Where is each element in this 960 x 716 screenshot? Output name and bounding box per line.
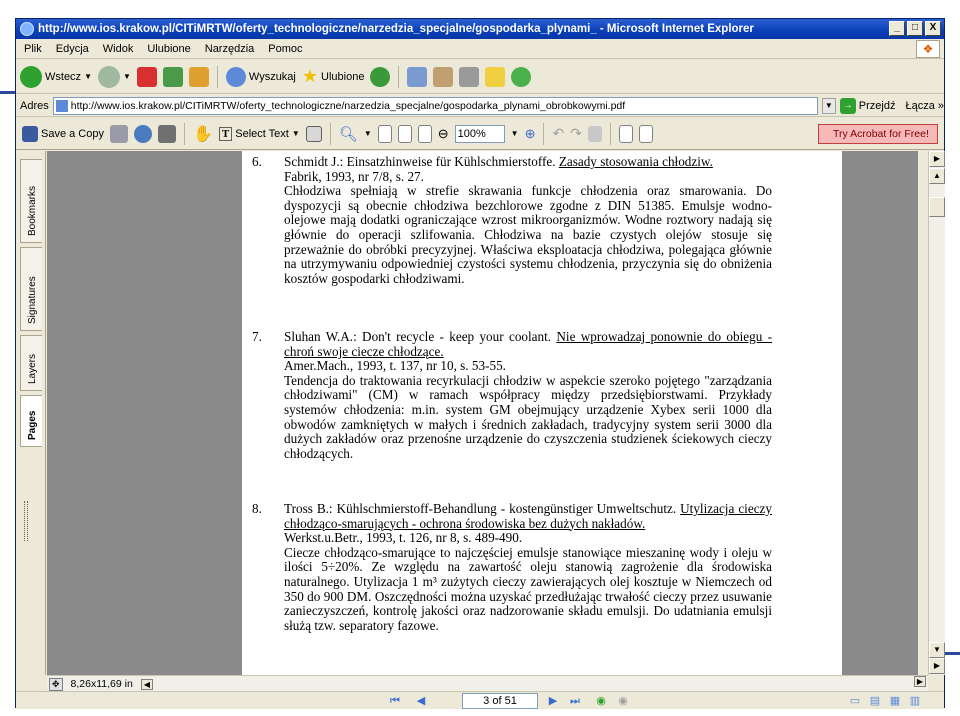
entry-number: 7. [252, 329, 262, 344]
browser-window [15, 18, 945, 708]
text-cursor-icon: T [219, 127, 232, 141]
citation-author-title: Schmidt J.: Einsatzhinweise für Kühlschmierstoffe. [284, 154, 559, 169]
zoom-out-icon[interactable]: ⊖ [437, 125, 449, 141]
favorites-label: Ulubione [321, 70, 365, 83]
history-icon[interactable] [407, 67, 427, 87]
find-icon[interactable] [158, 125, 176, 143]
pdf-page [242, 151, 842, 675]
last-page-icon[interactable]: ⏭ [570, 695, 580, 707]
address-url: http://www.ios.krakow.pl/CITiMRTW/oferty_technologiczne/narzedzia_specjalne/gospodarka_plynami_obrobkowymi.pdf [70, 99, 626, 112]
citation-author-title: Tross B.: Kühlschmierstoff-Behandlung - kostengünstiger Umweltschutz. [284, 501, 681, 516]
back-button[interactable] [20, 66, 92, 88]
page-number-field[interactable] [462, 693, 538, 709]
insert-page-icon[interactable] [619, 125, 633, 143]
save-copy-label: Save a Copy [41, 127, 104, 140]
zoom-in-tool-icon[interactable]: 🔍︎ [338, 125, 358, 143]
menu-file[interactable]: Plik [24, 42, 42, 55]
go-button[interactable] [840, 98, 896, 114]
entry-number: 6. [252, 154, 262, 169]
select-text-button[interactable] [219, 127, 300, 141]
favorites-button[interactable] [302, 66, 365, 87]
mail-icon[interactable] [433, 67, 453, 87]
windows-logo-icon: ❖ [916, 40, 940, 58]
tab-pages[interactable] [20, 395, 42, 447]
entry-citation [284, 502, 772, 531]
home-icon[interactable] [189, 67, 209, 87]
entry-abstract: Chłodziwa spełniają w strefie skrawania funkcje chłodzenia oraz smarowania. Do dyspozycji są obecnie chłodziwa bezchlorowe zgodne z DIN 51385. Emulsje wodno-olejowe mają dodatki ograniczające wzrost mikroorganizmów. Wodne roztwory nadają się głównie do operacji szlifowania. Chłodziwa na bazie czystych olejów stosuje się przeważnie do obróbki precyzyjnej. Właściwa eksploatacja chłodziwa, polegająca głównie na utrzymywaniu odpowiedniej czystości systemu chłodzenia, przyczynia się do obniżenia kosztów gospodarki chłodziwami. [284, 183, 772, 286]
address-input[interactable] [53, 97, 818, 115]
toolbar-separator [610, 123, 611, 145]
navigation-panel-tabs [16, 151, 46, 675]
ie-toolbar [16, 60, 944, 94]
tab-signatures-label: Signatures [27, 276, 38, 324]
entry-body [284, 502, 772, 633]
zoom-field[interactable] [455, 125, 505, 143]
page-navigation-bar [16, 691, 944, 709]
menu-favorites[interactable]: Ulubione [147, 42, 191, 55]
entry-abstract: Tendencja do traktowania recyrkulacji chłodziw w aspekcie szeroko pojętego "zarządzania chłodziwami" (CM) w ramach współpracy między przedsiębiorstwami. Przykłady systemów chłodzenia: m.in. system GM obejmujący urządzenie Xybex serii 1000 dla obwodów zamkniętych w małych i średnich zakładach, tradycyjny system serii 3000 dla dużych zakładów oraz przenośne urządzenie do czyszczenia studzienek ściekowych cieczy chłodzących. [284, 372, 772, 461]
maximize-button[interactable]: □ [907, 21, 923, 36]
entry-body [284, 155, 772, 286]
entry-citation [284, 155, 772, 170]
scroll-thumb[interactable] [929, 197, 945, 217]
actual-size-icon[interactable] [378, 125, 392, 143]
continuous-facing-icon[interactable]: ▥ [909, 695, 921, 707]
try-acrobat-label: Try Acrobat for Free! [833, 128, 929, 140]
zoom-field-dropdown-icon[interactable]: ▼ [510, 129, 519, 138]
citation-polish-title: Zasady stosowania chłodziw. [558, 154, 713, 169]
tab-bookmarks-label: Bookmarks [27, 185, 38, 236]
forward-arrow-icon [98, 66, 120, 88]
address-dropdown-icon[interactable]: ▼ [822, 98, 836, 114]
menu-edit[interactable]: Edycja [55, 42, 89, 55]
toolbar-separator [330, 123, 331, 145]
rotate-left-icon[interactable]: ↶ [552, 125, 565, 141]
page-icon [56, 100, 68, 112]
tab-signatures[interactable] [20, 247, 42, 331]
links-label: Łącza [905, 99, 935, 112]
back-dropdown-icon: ▼ [84, 72, 92, 81]
back-arrow-icon [20, 66, 42, 88]
messenger-icon[interactable] [511, 67, 531, 87]
clipboard-icon[interactable] [588, 126, 602, 142]
page-down-icon[interactable]: ▶ [929, 658, 945, 674]
stop-icon[interactable] [137, 67, 157, 87]
disk-icon [22, 126, 38, 142]
panel-resize-handle[interactable] [24, 501, 28, 541]
citation-author-title: Sluhan W.A.: Don't recycle - keep your coolant. [284, 329, 557, 344]
menu-view[interactable]: Widok [102, 42, 134, 55]
decorative-line-left [0, 91, 15, 94]
forward-button[interactable] [98, 66, 131, 88]
hand-tool-icon[interactable]: ✋ [192, 125, 213, 143]
select-text-label: Select Text [235, 127, 289, 140]
extract-page-icon[interactable] [639, 125, 653, 143]
page-size-label: 8,26x11,69 in [70, 678, 133, 690]
snapshot-icon[interactable] [306, 126, 322, 142]
menu-help[interactable]: Pomoc [268, 42, 303, 55]
address-bar [16, 95, 944, 117]
citation-source: Fabrik, 1993, nr 7/8, s. 27. [284, 168, 424, 184]
email-icon[interactable] [134, 125, 152, 143]
toolbar-separator [184, 123, 185, 145]
search-button[interactable] [226, 67, 296, 87]
zoom-in-icon[interactable]: ⊕ [524, 125, 536, 141]
page-size-indicator [49, 676, 153, 692]
forward-dropdown-icon: ▼ [122, 72, 131, 81]
citation-source: Amer.Mach., 1993, t. 137, nr 10, s. 53-55. [284, 358, 506, 374]
minimize-button[interactable]: _ [889, 21, 905, 36]
scroll-up-icon[interactable]: ▲ [929, 168, 945, 184]
fit-page-icon[interactable] [398, 125, 412, 143]
facing-icon[interactable]: ▦ [889, 695, 901, 707]
media-icon[interactable] [370, 67, 390, 87]
tab-layers-label: Layers [27, 353, 38, 384]
vertical-scrollbar[interactable] [928, 151, 945, 675]
print-icon[interactable] [110, 125, 128, 143]
next-page-icon[interactable]: ▶ [548, 695, 558, 707]
toolbar-separator [217, 66, 218, 88]
entry-citation [284, 330, 772, 359]
links-button[interactable]: Łącza » [905, 99, 944, 112]
close-button[interactable]: X [925, 21, 941, 36]
horizontal-scrollbar[interactable] [47, 675, 928, 691]
decorative-line-right [945, 652, 960, 655]
citation-polish-title: Utylizacja cieczy chłodząco-smarujących - ochrona środowiska bez dużych nakładów. [284, 501, 772, 531]
first-page-icon[interactable]: ⏮ [390, 695, 400, 707]
continuous-icon[interactable]: ▤ [869, 695, 881, 707]
folder-icon[interactable] [485, 67, 505, 87]
tab-pages-label: Pages [27, 410, 38, 440]
page-up-icon[interactable]: ▶ [929, 151, 945, 167]
entry-abstract: Ciecze chłodząco-smarujące to najczęściej emulsje stanowiące mieszaninę wody i oleju w ilości 5÷20%. Ze względu na zawartość oleju stanowią zagrożenie dla środowiska naturalnego. Utylizacja 1 m³ zużytych cieczy zawierających olej kosztuje w Niemczech od 350 do 900 DM. Oszczędności można uzyskać przedłużając trwałość cieczy przez usuwanie zanieczyszczeń, kontrolę jakości oraz nadzorowanie składu emulsji. Do udatniania emulsji służą tzw. separatory fazowe. [284, 544, 772, 633]
search-label: Wyszukaj [248, 70, 296, 83]
tab-layers[interactable] [20, 335, 42, 391]
toolbar-separator [398, 66, 399, 88]
print-icon[interactable] [459, 67, 479, 87]
document-background-left [47, 151, 242, 675]
next-view-icon[interactable]: ◉ [618, 695, 628, 707]
previous-page-icon[interactable]: ◀ [416, 695, 426, 707]
page-indicator: 3 of 51 [483, 695, 517, 707]
document-background-right [842, 151, 918, 675]
rotate-right-icon[interactable]: ↷ [570, 125, 582, 141]
fit-width-icon[interactable] [418, 125, 432, 143]
go-label: Przejdź [858, 99, 896, 112]
save-copy-button[interactable] [22, 126, 104, 142]
citation-polish-title: Nie wprowadzaj ponownie do obiegu - chroń swoje ciecze chłodzące. [284, 329, 772, 359]
scroll-left-icon[interactable]: ◀ [141, 679, 153, 690]
citation-source: Werkst.u.Betr., 1993, t. 126, nr 8, s. 489-490. [284, 530, 523, 546]
tab-bookmarks[interactable] [20, 159, 42, 243]
search-icon [226, 67, 246, 87]
window-title: http://www.ios.krakow.pl/CITiMRTW/oferty_technologiczne/narzedzia_specjalne/gospodarka_plynami_ - Microsoft Internet Explorer [38, 23, 754, 35]
page-size-icon: ✥ [49, 678, 63, 691]
select-dropdown-icon: ▼ [291, 129, 300, 138]
title-bar [16, 19, 944, 39]
try-acrobat-button[interactable] [818, 124, 938, 144]
acrobat-toolbar [16, 118, 944, 150]
toolbar-separator [543, 123, 544, 145]
address-label: Adres [20, 99, 49, 112]
back-label: Wstecz [45, 70, 82, 83]
entry-body [284, 330, 772, 461]
single-page-icon[interactable]: ▭ [849, 695, 861, 707]
star-icon: ★ [301, 66, 319, 86]
scroll-right-icon[interactable]: ▶ [914, 676, 926, 687]
zoom-dropdown-icon[interactable]: ▼ [363, 129, 372, 138]
entry-number: 8. [252, 501, 262, 516]
menu-bar [16, 39, 944, 59]
menu-tools[interactable]: Narzędzia [204, 42, 255, 55]
go-arrow-icon: → [840, 98, 856, 114]
refresh-icon[interactable] [163, 67, 183, 87]
ie-logo-icon [20, 22, 34, 36]
scroll-down-icon[interactable]: ▼ [929, 642, 945, 658]
previous-view-icon[interactable]: ◉ [596, 695, 606, 707]
window-controls [889, 21, 941, 36]
